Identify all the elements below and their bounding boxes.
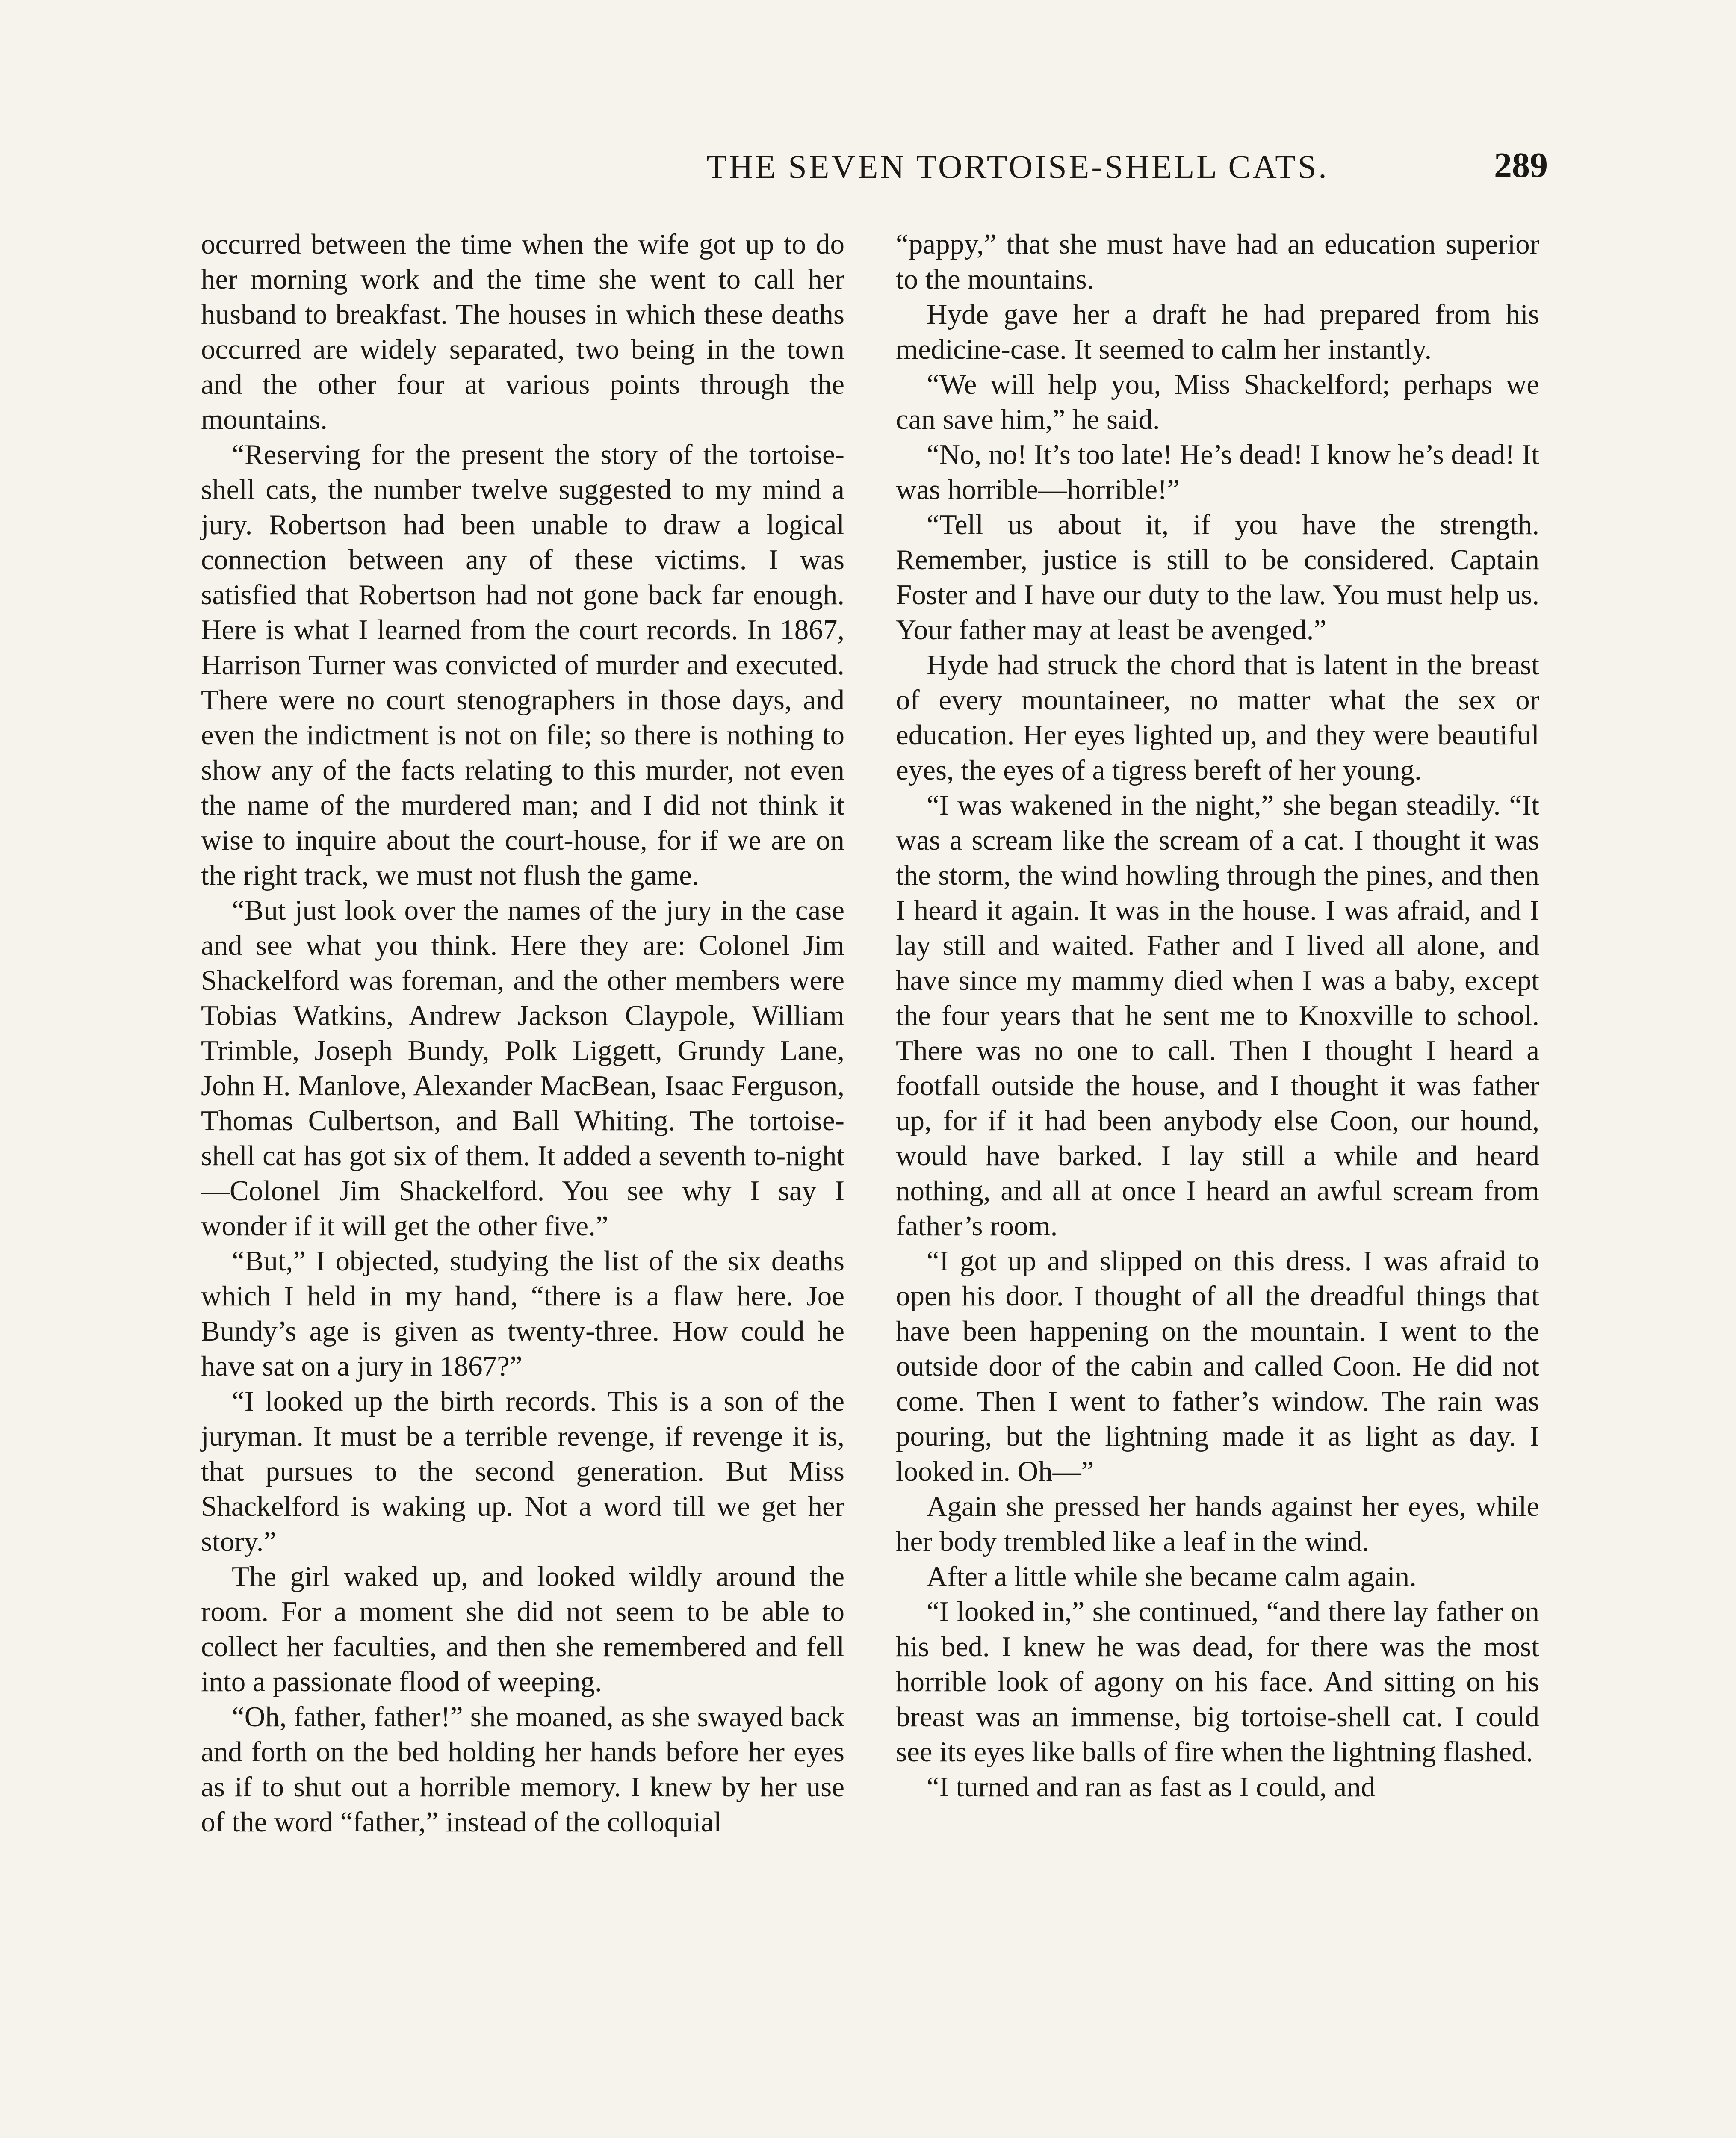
left-column xyxy=(201,227,844,1840)
paragraph: “Tell us about it, if you have the strength. Remember, justice is still to be considered. Captain Foster and I have our duty to the law. You must help us. Your father may at least be avenged.” xyxy=(896,509,1539,646)
running-title: THE SEVEN TORTOISE-SHELL CATS. xyxy=(706,148,1329,185)
paragraph: “I was wakened in the night,” she began steadily. “It was a scream like the scream of a cat. I thought it was the storm, the wind howling through the pines, and then I heard it again. It was in the house. I was afraid, and I lay still and waited. Father and I lived all alone, and have since my mammy died when I was a baby, except the four years that he sent me to Knoxville to school. There was no one to call. Then I thought I heard a footfall outside the house, and I thought it was father up, for if it had been anybody else Coon, our hound, would have barked. I lay still a while and heard nothing, and all at once I heard an awful scream from father’s room. xyxy=(896,789,1539,1242)
right-column xyxy=(896,227,1539,1804)
paragraph: “We will help you, Miss Shackelford; perhaps we can save him,” he said. xyxy=(896,369,1539,435)
paragraph: After a little while she became calm again. xyxy=(927,1561,1417,1592)
paragraph: “I looked in,” she continued, “and there lay father on his bed. I knew he was dead, for there was the most horrible look of agony on his face. And sitting on his breast was an immense, big tortoise-shell cat. I could see its eyes like balls of fire when the lightning flashed. xyxy=(896,1596,1539,1768)
paragraph: “Oh, father, father!” she moaned, as she swayed back and forth on the bed holding her hands before her eyes as if to shut out a horrible memory. I knew by her use of the word “father,” instead of the colloquial xyxy=(201,1701,844,1838)
paragraph: Hyde had struck the chord that is latent in the breast of every mountaineer, no matter what the sex or education. Her eyes lighted up, and they were beautiful eyes, the eyes of a tigress bereft of her young. xyxy=(896,649,1539,786)
paragraph: “But just look over the names of the jury in the case and see what you think. Here they are: Colonel Jim Shackelford was foreman, and the other members were Tobias Watkins, Andrew Jackson Claypole, William Trimble, Joseph Bundy, Polk Liggett, Grundy Lane, John H. Manlove, Alexander MacBean, Isaac Ferguson, Thomas Culbertson, and Ball Whiting. The tortoise-shell cat has got six of them. It added a seventh to-night—Colonel Jim Shackelford. You see why I say I wonder if it will get the other five.” xyxy=(201,895,844,1242)
paragraph: “No, no! It’s too late! He’s dead! I know he’s dead! It was horrible—horrible!” xyxy=(896,439,1539,505)
page-number: 289 xyxy=(1494,145,1548,185)
paragraph: The girl waked up, and looked wildly around the room. For a moment she did not seem to be able to collect her faculties, and then she remembered and fell into a passionate flood of weeping. xyxy=(201,1561,844,1698)
paragraph: “pappy,” that she must have had an education superior to the mountains. xyxy=(896,228,1539,295)
paragraph: “I looked up the birth records. This is a son of the juryman. It must be a terrible revenge, if revenge it is, that pursues to the second generation. But Miss Shackelford is waking up. Not a word till we get her story.” xyxy=(201,1385,844,1557)
paragraph: Hyde gave her a draft he had prepared from his medicine-case. It seemed to calm her instantly. xyxy=(896,298,1539,365)
paragraph: Again she pressed her hands against her eyes, while her body trembled like a leaf in the wind. xyxy=(896,1491,1539,1557)
paragraph: “But,” I objected, studying the list of the six deaths which I held in my hand, “there is a flaw here. Joe Bundy’s age is given as twenty-three. How could he have sat on a jury in 1867?” xyxy=(201,1245,844,1382)
paragraph: “I turned and ran as fast as I could, and xyxy=(927,1771,1376,1803)
paragraph: occurred between the time when the wife got up to do her morning work and the time she went to call her husband to breakfast. The houses in which these deaths occurred are widely separated, two being in the town and the other four at various points through the mountains. xyxy=(201,228,844,435)
paragraph: “Reserving for the present the story of the tortoise-shell cats, the number twelve suggested to my mind a jury. Robertson had been unable to draw a logical connection between any of these victims. I was satisfied that Robertson had not gone back far enough. Here is what I learned from the court records. In 1867, Harrison Turner was convicted of murder and executed. There were no court stenographers in those days, and even the indictment is not on file; so there is nothing to show any of the facts relating to this murder, not even the name of the murdered man; and I did not think it wise to inquire about the court-house, for if we are on the right track, we must not flush the game. xyxy=(201,439,844,891)
paragraph: “I got up and slipped on this dress. I was afraid to open his door. I thought of all the dreadful things that have been happening on the mountain. I went to the outside door of the cabin and called Coon. He did not come. Then I went to father’s window. The rain was pouring, but the lightning made it as light as day. I looked in. Oh—” xyxy=(896,1245,1539,1487)
